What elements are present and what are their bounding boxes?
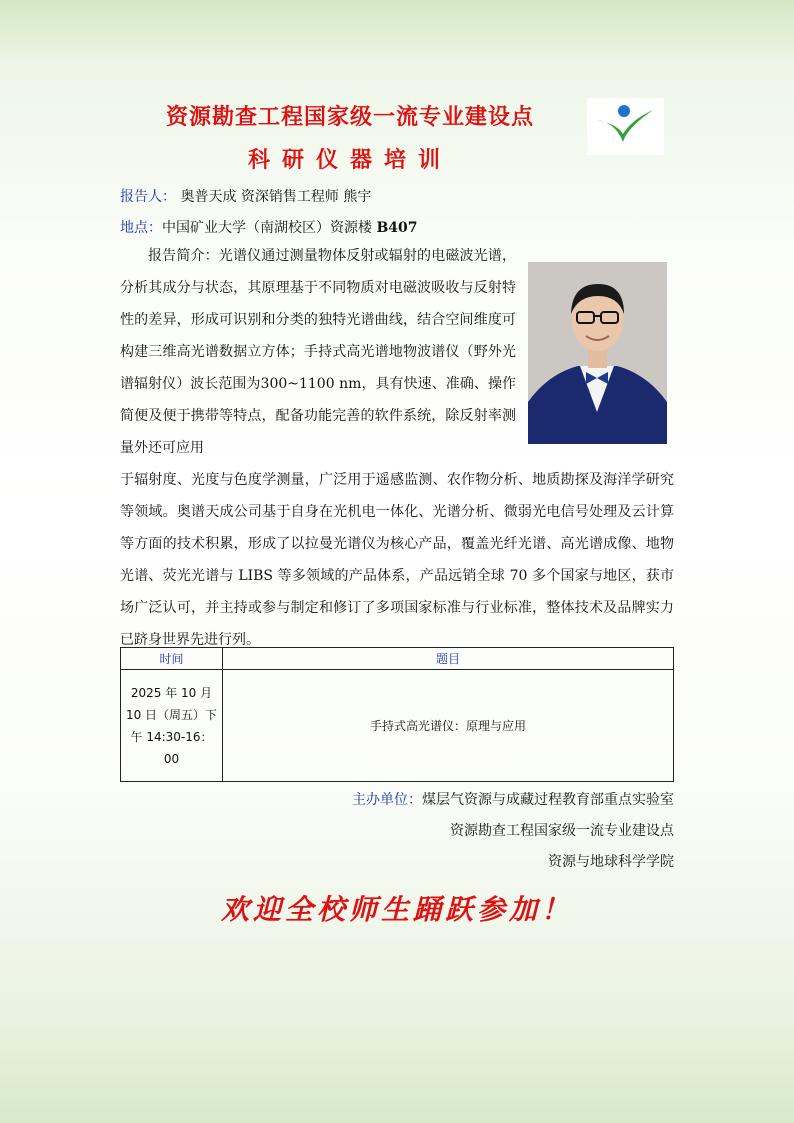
welcome-slogan: 欢迎全校师生踊跃参加！: [220, 893, 573, 926]
sponsor-org-2: 资源勘查工程国家级一流专业建设点: [450, 823, 674, 839]
sponsor-line-1: [120, 789, 674, 809]
poster-title: 资源勘查工程国家级一流专业建设点: [165, 105, 534, 130]
sponsor-org-1: 煤层气资源与成藏过程教育部重点实验室: [422, 792, 674, 808]
schedule-header-topic: 题目: [223, 648, 674, 670]
schedule-topic: 手持式高光谱仪：原理与应用: [223, 670, 674, 782]
reporter-line: [120, 186, 371, 206]
intro-paragraph-top: 报告简介：光谱仪通过测量物体反射或辐射的电磁波光谱，分析其成分与状态，其原理基于不同物质对电磁波吸收与反射特性的差异，形成可识别和分类的独特光谱曲线，结合空间维度可构建三维高光谱数据立方体；手持式高光谱地物波谱仪（野外光谱辐射仪）波长范围为300~1100 nm，具有快速、准确、操作简便及便于携带等特点，配备功能完善的软件系统，除反射率测量外还可应用: [120, 248, 516, 456]
location-value: 中国矿业大学（南湖校区）资源楼: [162, 220, 372, 236]
logo-icon: [587, 98, 664, 155]
location-room: B407: [376, 220, 418, 236]
table-row: [121, 670, 674, 782]
schedule-header-row: [121, 648, 674, 670]
schedule-time: 2025 年 10 月 10 日（周五）下午 14:30-16：00: [121, 670, 223, 782]
speaker-portrait-icon: [528, 262, 667, 444]
poster-subtitle: 科研仪器培训: [247, 148, 452, 173]
reporter-label: 报告人：: [120, 189, 176, 205]
reporter-value: 奥普天成 资深销售工程师 熊宇: [180, 189, 372, 205]
program-logo: [587, 98, 664, 155]
location-label: 地点：: [120, 220, 162, 236]
intro-paragraph-bottom: 于辐射度、光度与色度学测量，广泛用于遥感监测、农作物分析、地质勘探及海洋学研究等领域。奥谱天成公司基于自身在光机电一体化、光谱分析、微弱光电信号处理及云计算等方面的技术积累，形成了以拉曼光谱仪为核心产品，覆盖光纤光谱、高光谱成像、地物光谱、荧光光谱与 LIBS 等多领域的产品体系，产品远销全球 70 多个国家与地区，获市场广泛认可，并主持或参与制定和修订了多项国家标准与行业标准，整体技术及品牌实力已跻身世界先进行列。: [120, 472, 674, 648]
sponsor-org-3: 资源与地球科学学院: [548, 854, 674, 870]
schedule-table: [120, 647, 674, 782]
location-line: [120, 217, 418, 237]
schedule-header-time: 时间: [121, 648, 223, 670]
sponsor-label: 主办单位：: [352, 792, 422, 808]
speaker-photo: [528, 262, 667, 444]
